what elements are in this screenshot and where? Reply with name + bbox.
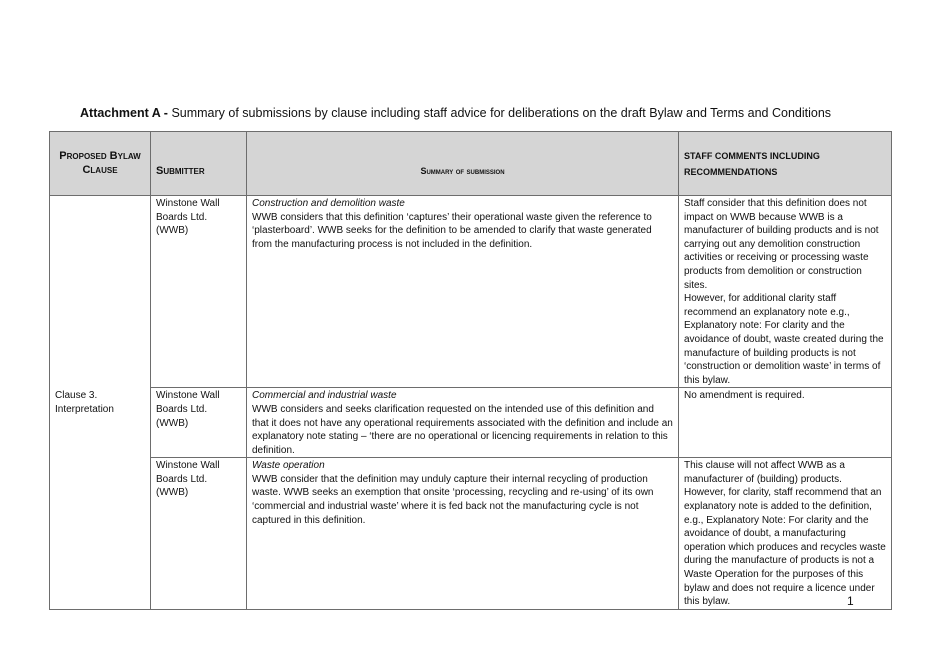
summary-topic: Waste operation	[252, 460, 325, 472]
header-submitter: Submitter	[151, 132, 247, 196]
staff-comment-text: However, for additional clarity staff recommend an explanatory note e.g., Explanatory note: For clarity and the avoidance of doubt, waste created during the manufacture of building products is not ‘construction or demolition waste’ in terms of this bylaw.	[684, 293, 884, 386]
summary-topic: Construction and demolition waste	[252, 198, 405, 209]
header-staff-line1: STAFF COMMENTS INCLUDING	[684, 151, 820, 161]
staff-comment-cell	[679, 458, 892, 610]
staff-comment-cell	[679, 388, 892, 458]
header-clause-line2: Clause	[82, 164, 118, 176]
table-row	[50, 388, 892, 458]
submitter-cell: Winstone Wall Boards Ltd. (WWB)	[151, 196, 247, 388]
header-clause-line1: Proposed Bylaw	[59, 150, 141, 163]
staff-comment-text: Staff consider that this definition does not impact on WWB because WWB is a manufacturer of building products and is not carrying out any demolition construction activities or receiving or processing waste products from demolition or construction sites.	[684, 198, 879, 291]
clause-number: Clause 3.	[55, 390, 98, 402]
summary-text: WWB considers that this definition ‘captures’ their operational waste given the reference to ‘plasterboard’. WWB seeks for the definition to be amended to clarify that waste generated from the manufacturing process is not included in the definition.	[252, 211, 652, 250]
submitter-cell: Winstone Wall Boards Ltd. (WWB)	[151, 458, 247, 610]
summary-cell	[247, 458, 679, 610]
table-header-row	[50, 132, 892, 196]
staff-comment-text: However, for clarity, staff recommend that an explanatory note is added to the definition, e.g., Explanatory Note: For clarity and the avoidance of doubt, a manufacturing operation which produces and recycles waste during the manufacture of products is not a Waste Operation for the purposes of this bylaw and does not require a licence under this bylaw.	[684, 487, 886, 608]
header-clause	[50, 132, 151, 196]
title-bold-part: Attachment A -	[80, 106, 168, 120]
summary-text: WWB considers and seeks clarification requested on the intended use of this definition and that it does not have any operational requirements associated with the definition and include an explanatory note stating – ‘there are no operational or licencing requirements in relation to this definition.	[252, 403, 673, 456]
submitter-cell: Winstone Wall Boards Ltd. (WWB)	[151, 388, 247, 458]
title-text: Summary of submissions by clause including staff advice for deliberations on the draft Bylaw and Terms and Conditions	[167, 106, 832, 120]
header-summary: Summary of submission	[247, 132, 679, 196]
header-staff-line2: RECOMMENDATIONS	[684, 167, 778, 177]
table-row	[50, 458, 892, 610]
summary-cell	[247, 388, 679, 458]
summary-topic: Commercial and industrial waste	[252, 390, 397, 402]
clause-name: Interpretation	[55, 403, 114, 415]
staff-comment-text: This clause will not affect WWB as a manufacturer of (building) products.	[684, 460, 845, 485]
submissions-table	[49, 131, 892, 610]
table-row	[50, 196, 892, 388]
staff-comment-text: No amendment is required.	[684, 390, 805, 402]
staff-comment-cell	[679, 196, 892, 388]
document-title	[80, 106, 880, 120]
page-number: 1	[847, 594, 854, 608]
header-staff-comments	[679, 132, 892, 196]
summary-cell	[247, 196, 679, 388]
summary-text: WWB consider that the definition may unduly capture their internal recycling of production waste. WWB seeks an exemption that onsite ‘processing, recycling and re-using’ of its own ‘commercial and industrial waste’ where it is fed back not the manufacturing cycle is not captured in this definition.	[252, 473, 654, 526]
clause-cell	[50, 196, 151, 610]
